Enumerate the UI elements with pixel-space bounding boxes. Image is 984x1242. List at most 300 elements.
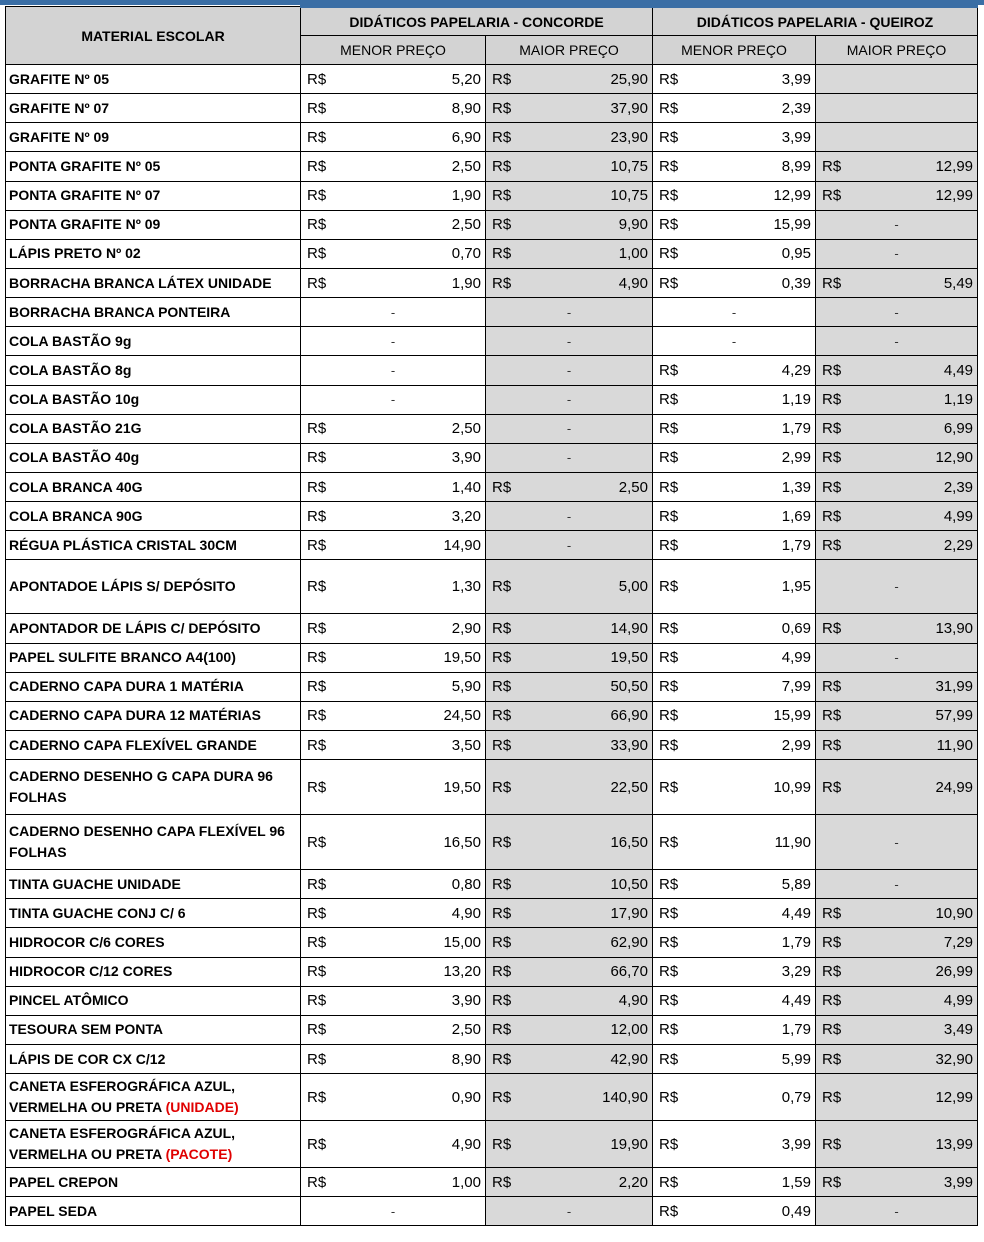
currency-symbol: R$ xyxy=(492,274,512,292)
price-amount: 25,90 xyxy=(610,70,648,88)
material-label: APONTADOE LÁPIS S/ DEPÓSITO xyxy=(9,578,236,595)
no-price-dash: - xyxy=(566,421,572,437)
price-cell-concorde-min xyxy=(301,1074,486,1121)
price-amount: 5,99 xyxy=(781,1050,811,1068)
currency-symbol: R$ xyxy=(659,707,679,725)
material-name xyxy=(6,986,301,1015)
material-label: COLA BASTÃO 8g xyxy=(9,361,132,378)
price-value xyxy=(653,678,815,695)
price-cell-concorde-max xyxy=(486,94,653,123)
price-cell-concorde-min xyxy=(301,760,486,815)
price-amount: 0,80 xyxy=(451,875,481,893)
price-amount: 37,90 xyxy=(610,99,648,117)
price-amount: 1,95 xyxy=(781,578,811,596)
material-name xyxy=(6,298,301,327)
currency-symbol: R$ xyxy=(492,1050,512,1068)
price-amount: 1,59 xyxy=(781,1173,811,1191)
material-label: BORRACHA BRANCA PONTEIRA xyxy=(9,303,231,320)
currency-symbol: R$ xyxy=(822,157,842,175)
table-row xyxy=(6,899,978,928)
price-cell-concorde-max xyxy=(486,986,653,1015)
table-row xyxy=(6,760,978,815)
price-cell-concorde-max xyxy=(486,472,653,501)
material-label: PINCEL ATÔMICO xyxy=(9,992,129,1009)
price-amount: 10,99 xyxy=(773,778,811,796)
price-cell-concorde-max xyxy=(486,239,653,268)
subheader-queiroz-min: MENOR PREÇO xyxy=(653,36,816,65)
currency-symbol: R$ xyxy=(307,478,327,496)
price-cell-queiroz-min xyxy=(653,152,816,181)
material-label: TESOURA SEM PONTA xyxy=(9,1021,164,1038)
price-amount: 2,50 xyxy=(451,1021,481,1039)
price-amount: 42,90 xyxy=(610,1050,648,1068)
table-row xyxy=(6,327,978,356)
price-amount: 16,50 xyxy=(610,833,648,851)
price-value xyxy=(653,391,815,408)
price-amount: 7,99 xyxy=(781,678,811,696)
price-cell-concorde-min xyxy=(301,443,486,472)
price-cell-concorde-max xyxy=(486,1044,653,1073)
price-value xyxy=(653,934,815,951)
currency-symbol: R$ xyxy=(822,391,842,409)
price-cell-concorde-max xyxy=(486,1197,653,1226)
currency-symbol: R$ xyxy=(307,216,327,234)
currency-symbol: R$ xyxy=(822,619,842,637)
price-value xyxy=(816,707,977,724)
material-label: PONTA GRAFITE Nº 05 xyxy=(9,157,161,174)
currency-symbol: R$ xyxy=(307,904,327,922)
price-amount: 2,50 xyxy=(451,216,481,234)
price-value xyxy=(301,449,485,466)
price-cell-queiroz-max xyxy=(816,502,978,531)
currency-symbol: R$ xyxy=(822,1135,842,1153)
price-cell-concorde-max xyxy=(486,65,653,94)
price-value xyxy=(486,678,652,695)
price-amount: 2,50 xyxy=(618,478,648,496)
currency-symbol: R$ xyxy=(492,1135,512,1153)
price-value xyxy=(653,187,815,204)
material-name xyxy=(6,760,301,815)
subheader-concorde-min: MENOR PREÇO xyxy=(301,36,486,65)
material-name xyxy=(6,502,301,531)
price-cell-concorde-max xyxy=(486,414,653,443)
currency-symbol: R$ xyxy=(659,778,679,796)
price-cell-concorde-max xyxy=(486,701,653,730)
no-price-dash: - xyxy=(731,333,737,349)
currency-symbol: R$ xyxy=(492,904,512,922)
material-name xyxy=(6,672,301,701)
price-amount: 1,79 xyxy=(781,933,811,951)
material-label: PAPEL SEDA xyxy=(9,1202,98,1219)
price-value xyxy=(486,479,652,496)
price-cell-concorde-min xyxy=(301,928,486,957)
no-price-dash: - xyxy=(566,1203,572,1219)
material-name xyxy=(6,1168,301,1197)
price-cell-concorde-max xyxy=(486,356,653,385)
price-value xyxy=(486,1051,652,1068)
material-label: COLA BRANCA 90G xyxy=(9,507,143,524)
price-value xyxy=(486,992,652,1009)
currency-symbol: R$ xyxy=(492,707,512,725)
currency-symbol: R$ xyxy=(822,707,842,725)
table-row xyxy=(6,531,978,560)
material-label: CADERNO CAPA FLEXÍVEL GRANDE xyxy=(9,736,257,753)
price-cell-concorde-min xyxy=(301,1015,486,1044)
table-row xyxy=(6,643,978,672)
price-amount: 1,00 xyxy=(451,1173,481,1191)
material-label: PONTA GRAFITE Nº 07 xyxy=(9,187,161,204)
price-value xyxy=(301,649,485,666)
table-row xyxy=(6,210,978,239)
price-value xyxy=(486,620,652,637)
currency-symbol: R$ xyxy=(659,157,679,175)
currency-symbol: R$ xyxy=(659,904,679,922)
price-cell-concorde-min xyxy=(301,870,486,899)
price-amount: 6,90 xyxy=(451,128,481,146)
price-value xyxy=(486,100,652,117)
currency-symbol: R$ xyxy=(492,245,512,263)
no-price-dash: - xyxy=(566,537,572,553)
store-header-queiroz: DIDÁTICOS PAPELARIA - QUEIROZ xyxy=(653,7,978,36)
price-value xyxy=(816,1174,977,1191)
price-amount: 1,19 xyxy=(943,391,974,409)
price-amount: 1,79 xyxy=(781,536,811,554)
currency-symbol: R$ xyxy=(492,678,512,696)
currency-symbol: R$ xyxy=(659,678,679,696)
price-value xyxy=(486,905,652,922)
table-row xyxy=(6,957,978,986)
price-cell-concorde-max xyxy=(486,1121,653,1168)
currency-symbol: R$ xyxy=(659,933,679,951)
price-amount: 15,99 xyxy=(773,707,811,725)
material-name xyxy=(6,65,301,94)
price-amount: 10,75 xyxy=(610,187,648,205)
price-cell-queiroz-max xyxy=(816,472,978,501)
price-amount: 1,79 xyxy=(781,420,811,438)
no-price-dash: - xyxy=(390,362,396,378)
price-amount: 1,00 xyxy=(618,245,648,263)
price-cell-queiroz-min xyxy=(653,815,816,870)
price-amount: 4,99 xyxy=(943,992,974,1010)
price-value xyxy=(301,100,485,117)
price-cell-concorde-max xyxy=(486,928,653,957)
price-cell-queiroz-min xyxy=(653,1197,816,1226)
material-name xyxy=(6,472,301,501)
price-amount: 1,79 xyxy=(781,1021,811,1039)
currency-symbol: R$ xyxy=(659,963,679,981)
table-row xyxy=(6,94,978,123)
price-cell-concorde-max xyxy=(486,210,653,239)
price-amount: 14,90 xyxy=(443,536,481,554)
currency-symbol: R$ xyxy=(307,128,327,146)
price-value xyxy=(816,678,977,695)
material-label: GRAFITE Nº 07 xyxy=(9,99,110,116)
currency-symbol: R$ xyxy=(822,736,842,754)
price-value xyxy=(816,420,977,437)
currency-symbol: R$ xyxy=(659,245,679,263)
price-amount: 12,99 xyxy=(773,187,811,205)
material-label: COLA BASTÃO 40g xyxy=(9,449,140,466)
material-name xyxy=(6,123,301,152)
currency-symbol: R$ xyxy=(659,992,679,1010)
price-cell-concorde-min xyxy=(301,327,486,356)
price-value xyxy=(301,508,485,525)
material-label: HIDROCOR C/12 CORES xyxy=(9,963,173,980)
price-amount: 0,70 xyxy=(451,245,481,263)
price-value xyxy=(486,934,652,951)
no-price-dash: - xyxy=(894,1203,899,1219)
price-amount: 12,99 xyxy=(935,157,974,175)
no-price-dash: - xyxy=(390,304,396,320)
table-row xyxy=(6,1121,978,1168)
price-amount: 12,90 xyxy=(935,449,974,467)
currency-symbol: R$ xyxy=(307,875,327,893)
price-value xyxy=(486,1136,652,1153)
price-amount: 3,90 xyxy=(451,449,481,467)
price-cell-queiroz-min xyxy=(653,760,816,815)
price-amount: 4,49 xyxy=(781,992,811,1010)
price-cell-concorde-max xyxy=(486,730,653,759)
currency-symbol: R$ xyxy=(492,578,512,596)
price-cell-concorde-min xyxy=(301,152,486,181)
price-cell-queiroz-min xyxy=(653,239,816,268)
price-amount: 24,99 xyxy=(935,778,974,796)
price-cell-concorde-min xyxy=(301,614,486,643)
table-row xyxy=(6,268,978,297)
price-cell-concorde-max xyxy=(486,152,653,181)
price-value xyxy=(816,992,977,1009)
price-value xyxy=(301,275,485,292)
currency-symbol: R$ xyxy=(659,478,679,496)
price-value xyxy=(816,1051,977,1068)
currency-symbol: R$ xyxy=(307,1135,327,1153)
material-header: MATERIAL ESCOLAR xyxy=(6,7,301,65)
price-cell-concorde-min xyxy=(301,701,486,730)
currency-symbol: R$ xyxy=(659,833,679,851)
price-amount: 10,75 xyxy=(610,157,648,175)
price-amount: 1,90 xyxy=(451,274,481,292)
price-value xyxy=(301,678,485,695)
price-amount: 2,50 xyxy=(451,420,481,438)
package-type-label: (PACOTE) xyxy=(165,1146,233,1163)
price-cell-queiroz-max xyxy=(816,1044,978,1073)
table-row xyxy=(6,181,978,210)
currency-symbol: R$ xyxy=(659,274,679,292)
price-cell-queiroz-max xyxy=(816,870,978,899)
price-value xyxy=(301,537,485,554)
price-amount: 1,40 xyxy=(451,478,481,496)
table-row xyxy=(6,298,978,327)
table-row xyxy=(6,385,978,414)
price-value xyxy=(816,449,977,466)
price-value xyxy=(816,905,977,922)
price-value xyxy=(653,620,815,637)
price-value xyxy=(301,187,485,204)
price-value xyxy=(653,275,815,292)
currency-symbol: R$ xyxy=(307,1173,327,1191)
currency-symbol: R$ xyxy=(307,778,327,796)
price-amount: 3,20 xyxy=(451,507,481,525)
price-amount: 24,50 xyxy=(443,707,481,725)
price-value xyxy=(486,1021,652,1038)
currency-symbol: R$ xyxy=(307,70,327,88)
price-amount: 19,50 xyxy=(610,649,648,667)
price-cell-concorde-max xyxy=(486,672,653,701)
price-value xyxy=(486,71,652,88)
price-value xyxy=(301,1136,485,1153)
currency-symbol: R$ xyxy=(822,536,842,554)
price-cell-queiroz-max xyxy=(816,356,978,385)
price-amount: 14,90 xyxy=(610,619,648,637)
price-cell-queiroz-min xyxy=(653,472,816,501)
material-label: CADERNO CAPA DURA 12 MATÉRIAS xyxy=(9,707,262,724)
price-value xyxy=(486,779,652,796)
price-cell-queiroz-max xyxy=(816,643,978,672)
price-cell-concorde-min xyxy=(301,123,486,152)
currency-symbol: R$ xyxy=(307,963,327,981)
currency-symbol: R$ xyxy=(492,128,512,146)
currency-symbol: R$ xyxy=(659,1088,679,1106)
currency-symbol: R$ xyxy=(492,736,512,754)
currency-symbol: R$ xyxy=(307,992,327,1010)
table-row xyxy=(6,870,978,899)
price-cell-queiroz-min xyxy=(653,1168,816,1197)
price-value xyxy=(816,934,977,951)
price-cell-queiroz-min xyxy=(653,356,816,385)
currency-symbol: R$ xyxy=(822,478,842,496)
price-amount: 8,99 xyxy=(781,157,811,175)
table-row xyxy=(6,672,978,701)
material-name xyxy=(6,560,301,614)
price-value xyxy=(816,187,977,204)
price-cell-queiroz-min xyxy=(653,531,816,560)
price-amount: 11,90 xyxy=(774,833,811,851)
price-amount: 10,50 xyxy=(610,875,648,893)
currency-symbol: R$ xyxy=(659,1173,679,1191)
material-label: PONTA GRAFITE Nº 09 xyxy=(9,216,161,233)
price-value xyxy=(301,216,485,233)
material-label: PAPEL SULFITE BRANCO A4(100) xyxy=(9,649,236,666)
price-value xyxy=(653,216,815,233)
material-name xyxy=(6,327,301,356)
price-value xyxy=(486,963,652,980)
price-value xyxy=(653,362,815,379)
price-cell-concorde-min xyxy=(301,385,486,414)
material-name xyxy=(6,1197,301,1226)
material-name xyxy=(6,531,301,560)
price-value xyxy=(301,934,485,951)
price-amount: 2,99 xyxy=(781,449,811,467)
price-amount: 3,29 xyxy=(781,963,811,981)
price-amount: 5,90 xyxy=(451,678,481,696)
currency-symbol: R$ xyxy=(659,128,679,146)
price-cell-concorde-min xyxy=(301,94,486,123)
price-cell-queiroz-min xyxy=(653,123,816,152)
currency-symbol: R$ xyxy=(307,187,327,205)
price-cell-queiroz-min xyxy=(653,928,816,957)
price-cell-queiroz-max xyxy=(816,986,978,1015)
currency-symbol: R$ xyxy=(822,1088,842,1106)
currency-symbol: R$ xyxy=(822,778,842,796)
price-cell-queiroz-min xyxy=(653,298,816,327)
currency-symbol: R$ xyxy=(659,420,679,438)
price-cell-concorde-max xyxy=(486,815,653,870)
price-cell-concorde-min xyxy=(301,356,486,385)
currency-symbol: R$ xyxy=(307,420,327,438)
price-cell-queiroz-min xyxy=(653,385,816,414)
price-amount: 6,99 xyxy=(943,420,974,438)
table-row xyxy=(6,1197,978,1226)
price-cell-queiroz-min xyxy=(653,899,816,928)
price-cell-concorde-min xyxy=(301,239,486,268)
currency-symbol: R$ xyxy=(659,99,679,117)
price-value xyxy=(653,508,815,525)
price-value xyxy=(653,479,815,496)
table-row xyxy=(6,614,978,643)
currency-symbol: R$ xyxy=(659,507,679,525)
material-name xyxy=(6,443,301,472)
currency-symbol: R$ xyxy=(307,833,327,851)
table-row xyxy=(6,1168,978,1197)
price-cell-concorde-min xyxy=(301,815,486,870)
table-row xyxy=(6,123,978,152)
material-name xyxy=(6,356,301,385)
price-value xyxy=(816,1089,977,1106)
table-row xyxy=(6,414,978,443)
currency-symbol: R$ xyxy=(659,449,679,467)
price-cell-concorde-min xyxy=(301,298,486,327)
price-cell-concorde-max xyxy=(486,643,653,672)
material-label: PAPEL CREPON xyxy=(9,1173,119,1190)
price-cell-queiroz-min xyxy=(653,1015,816,1044)
price-cell-concorde-max xyxy=(486,443,653,472)
no-price-dash: - xyxy=(566,450,572,466)
price-amount: 16,50 xyxy=(443,833,481,851)
currency-symbol: R$ xyxy=(307,578,327,596)
price-value xyxy=(653,158,815,175)
price-amount: 3,99 xyxy=(781,128,811,146)
price-cell-concorde-max xyxy=(486,385,653,414)
price-cell-concorde-max xyxy=(486,1074,653,1121)
currency-symbol: R$ xyxy=(659,619,679,637)
price-cell-queiroz-max xyxy=(816,1168,978,1197)
table-row xyxy=(6,928,978,957)
price-amount: 15,00 xyxy=(443,933,481,951)
price-value xyxy=(653,1021,815,1038)
price-amount: 15,99 xyxy=(773,216,811,234)
material-name xyxy=(6,701,301,730)
price-cell-queiroz-max xyxy=(816,760,978,815)
table-row xyxy=(6,1074,978,1121)
material-name xyxy=(6,1074,301,1121)
price-amount: 50,50 xyxy=(610,678,648,696)
price-value xyxy=(301,479,485,496)
table-row xyxy=(6,560,978,614)
no-price-dash: - xyxy=(566,392,572,408)
price-amount: 57,99 xyxy=(935,707,974,725)
price-value xyxy=(301,992,485,1009)
table-row xyxy=(6,65,978,94)
currency-symbol: R$ xyxy=(492,216,512,234)
material-label: CANETA ESFEROGRÁFICA AZUL, VERMELHA OU PRETA xyxy=(9,1125,236,1163)
price-cell-queiroz-max xyxy=(816,957,978,986)
price-value xyxy=(816,1021,977,1038)
price-amount: 4,49 xyxy=(781,904,811,922)
price-cell-queiroz-min xyxy=(653,65,816,94)
no-price-dash: - xyxy=(894,217,899,233)
price-cell-queiroz-min xyxy=(653,643,816,672)
price-amount: 33,90 xyxy=(610,736,648,754)
